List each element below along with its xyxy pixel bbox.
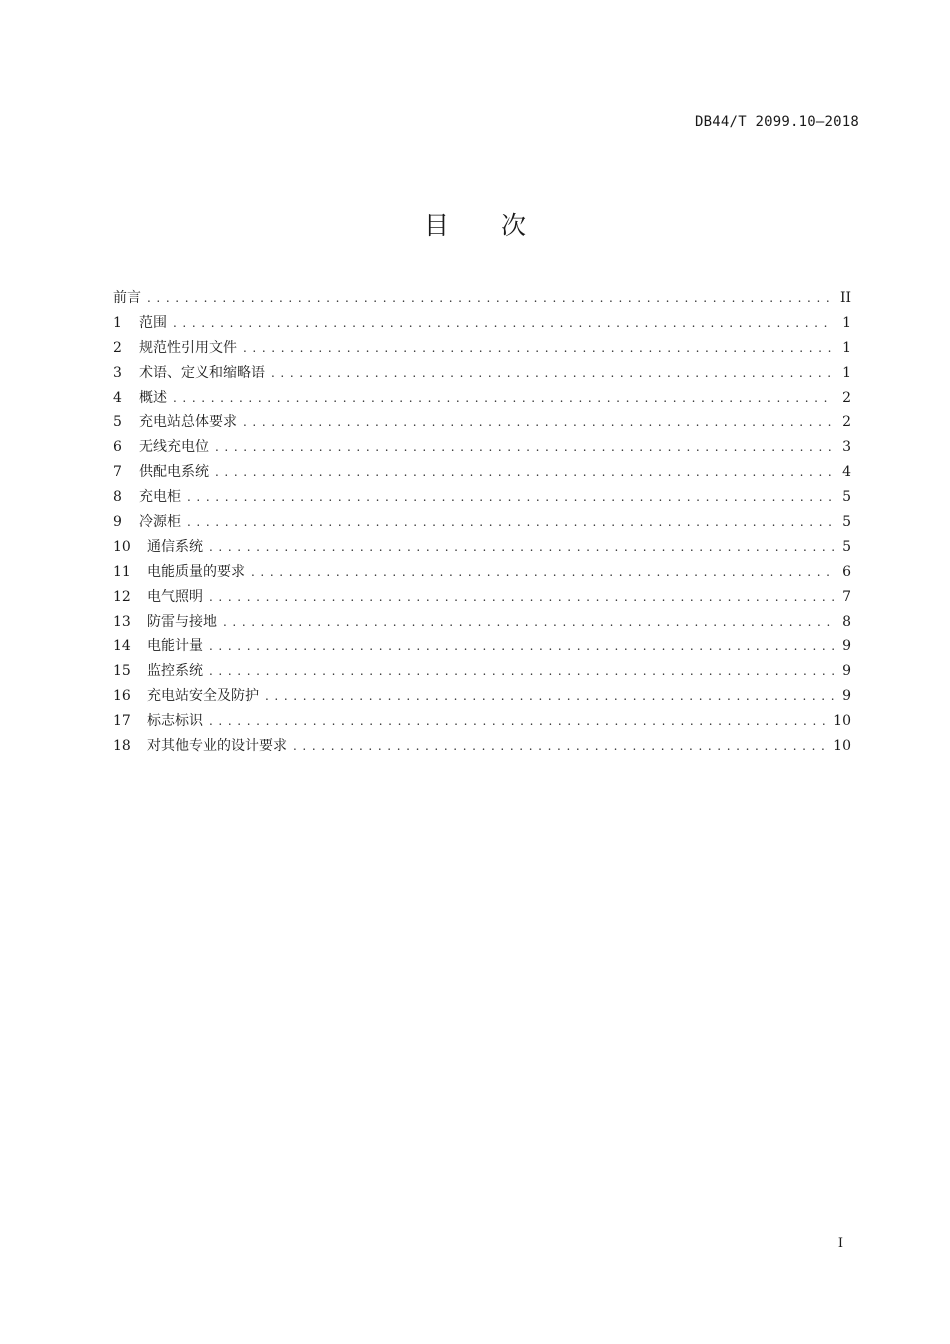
toc-entry[interactable] bbox=[113, 361, 851, 386]
toc-dot-leader bbox=[209, 659, 834, 684]
toc-entry-number: 6 bbox=[113, 439, 122, 456]
toc-entry-page: 9 bbox=[842, 663, 851, 680]
toc-entry-title: 防雷与接地 bbox=[147, 613, 217, 630]
toc-entry-title: 对其他专业的设计要求 bbox=[147, 738, 287, 755]
toc-dot-leader bbox=[293, 734, 825, 759]
toc-entry-page: 2 bbox=[842, 389, 851, 406]
toc-dot-leader bbox=[187, 485, 834, 510]
toc-entry-title: 电能计量 bbox=[147, 638, 203, 655]
toc-entry[interactable] bbox=[113, 535, 851, 560]
toc-entry-number: 5 bbox=[113, 414, 122, 431]
toc-entry-number: 9 bbox=[113, 514, 122, 531]
toc-dot-leader bbox=[209, 709, 825, 734]
table-of-contents bbox=[113, 286, 851, 759]
toc-entry-number: 18 bbox=[113, 738, 131, 755]
toc-entry-number: 14 bbox=[113, 638, 131, 655]
toc-entry-page: 8 bbox=[842, 613, 851, 630]
toc-entry-number: 12 bbox=[113, 588, 131, 605]
toc-entry[interactable] bbox=[113, 336, 851, 361]
toc-entry-page: 9 bbox=[842, 638, 851, 655]
toc-entry-number: 17 bbox=[113, 713, 131, 730]
toc-entry[interactable] bbox=[113, 311, 851, 336]
toc-entry-page: 6 bbox=[842, 563, 851, 580]
toc-entry-page: 7 bbox=[842, 588, 851, 605]
toc-dot-leader bbox=[243, 410, 834, 435]
toc-dot-leader bbox=[187, 510, 834, 535]
toc-entry-title: 概述 bbox=[139, 389, 167, 406]
standard-code: DB44/T 2099.10—2018 bbox=[695, 114, 859, 130]
toc-entry-number: 16 bbox=[113, 688, 131, 705]
toc-entry-page: 9 bbox=[842, 688, 851, 705]
toc-entry-number: 8 bbox=[113, 489, 122, 506]
toc-entry[interactable] bbox=[113, 585, 851, 610]
toc-dot-leader bbox=[173, 386, 834, 411]
toc-entry[interactable] bbox=[113, 610, 851, 635]
toc-entry-number: 13 bbox=[113, 613, 131, 630]
toc-entry-page: 5 bbox=[842, 514, 851, 531]
toc-entry-number: 3 bbox=[113, 364, 122, 381]
toc-entry-title: 冷源柜 bbox=[139, 514, 181, 531]
toc-entry-number: 15 bbox=[113, 663, 131, 680]
toc-entry-title: 充电站总体要求 bbox=[139, 414, 237, 431]
toc-entry[interactable] bbox=[113, 734, 851, 759]
toc-entry-title: 通信系统 bbox=[147, 538, 203, 555]
toc-entry-number: 7 bbox=[113, 464, 122, 481]
toc-entry[interactable] bbox=[113, 634, 851, 659]
toc-entry-page: 10 bbox=[833, 738, 851, 755]
toc-entry-title: 充电柜 bbox=[139, 489, 181, 506]
toc-entry[interactable] bbox=[113, 485, 851, 510]
toc-entry-title: 术语、定义和缩略语 bbox=[139, 364, 265, 381]
toc-entry-page: 10 bbox=[833, 713, 851, 730]
toc-entry[interactable] bbox=[113, 460, 851, 485]
toc-entry[interactable] bbox=[113, 510, 851, 535]
toc-dot-leader bbox=[223, 610, 834, 635]
toc-entry[interactable] bbox=[113, 684, 851, 709]
toc-title: 目 次 bbox=[424, 211, 548, 240]
toc-entry-title: 供配电系统 bbox=[139, 464, 209, 481]
toc-entry-title: 前言 bbox=[113, 290, 141, 306]
toc-entry-page: 5 bbox=[842, 538, 851, 555]
toc-entry[interactable] bbox=[113, 659, 851, 684]
toc-dot-leader bbox=[173, 311, 834, 336]
toc-entry-title: 电气照明 bbox=[147, 588, 203, 605]
toc-entry-title: 电能质量的要求 bbox=[147, 563, 245, 580]
toc-entry[interactable] bbox=[113, 286, 851, 311]
toc-entry-title: 监控系统 bbox=[147, 663, 203, 680]
toc-entry-page: 4 bbox=[842, 464, 851, 481]
toc-entry-number: 2 bbox=[113, 339, 122, 356]
toc-entry-page: 1 bbox=[842, 364, 851, 381]
toc-dot-leader bbox=[251, 560, 834, 585]
toc-entry-page: 3 bbox=[842, 439, 851, 456]
toc-dot-leader bbox=[243, 336, 834, 361]
toc-entry-page: II bbox=[839, 290, 851, 306]
toc-entry-title: 范围 bbox=[139, 314, 167, 331]
toc-entry-page: 1 bbox=[842, 314, 851, 331]
toc-entry[interactable] bbox=[113, 709, 851, 734]
toc-dot-leader bbox=[147, 286, 832, 311]
toc-entry-number: 4 bbox=[113, 389, 122, 406]
toc-dot-leader bbox=[265, 684, 834, 709]
toc-entry[interactable] bbox=[113, 410, 851, 435]
toc-entry[interactable] bbox=[113, 435, 851, 460]
toc-dot-leader bbox=[215, 460, 834, 485]
toc-entry-number: 10 bbox=[113, 538, 131, 555]
toc-entry-number: 1 bbox=[113, 314, 122, 331]
toc-dot-leader bbox=[209, 535, 834, 560]
toc-entry-page: 2 bbox=[842, 414, 851, 431]
toc-entry-title: 无线充电位 bbox=[139, 439, 209, 456]
toc-entry-page: 5 bbox=[842, 489, 851, 506]
toc-entry-title: 充电站安全及防护 bbox=[147, 688, 259, 705]
toc-entry-title: 标志标识 bbox=[147, 713, 203, 730]
toc-dot-leader bbox=[271, 361, 834, 386]
toc-dot-leader bbox=[209, 585, 834, 610]
page-number: I bbox=[837, 1236, 843, 1251]
toc-entry[interactable] bbox=[113, 560, 851, 585]
toc-entry-number: 11 bbox=[113, 563, 131, 580]
toc-entry[interactable] bbox=[113, 386, 851, 411]
toc-dot-leader bbox=[209, 634, 834, 659]
toc-dot-leader bbox=[215, 435, 834, 460]
toc-entry-title: 规范性引用文件 bbox=[139, 339, 237, 356]
toc-entry-page: 1 bbox=[842, 339, 851, 356]
